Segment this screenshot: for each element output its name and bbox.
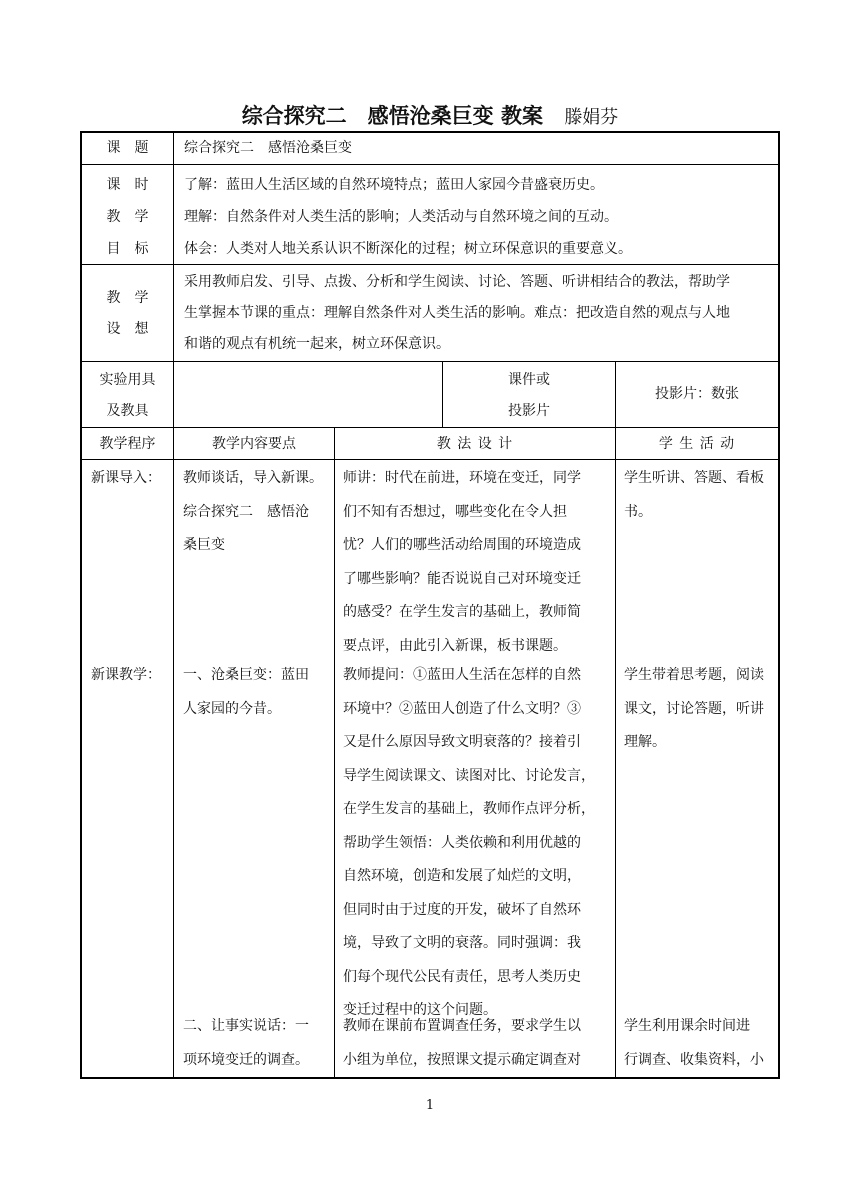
section-activity: 学生利用课余时间进 行调查、收集资料，小 [624,1018,764,1068]
section-method: 师讲：时代在前进，环境在变迁，同学 们不知有否想过，哪些变化在令人担 忧？人们的哪些活动给周围的环境造成 了哪些影响？能否说说自己对环境变迁 的感受？在学生发言的基础上，教师简 要点评，由此引入新课，板书课题。 [343,470,581,654]
design-label-line: 设 想 [106,321,149,337]
section-method: 教师在课前布置调查任务，要求学生以 小组为单位，按照课文提示确定调查对 [343,1018,581,1068]
section-content: 二、让事实说话：一 项环境变迁的调查。 [183,1018,309,1068]
media-value: 投影片：数张 [655,386,739,402]
row-divider [82,361,778,362]
column-divider [615,427,616,1079]
design-line: 生掌握本节课的重点：理解自然条件对人类生活的影响。难点：把改造自然的观点与人地 [184,305,730,321]
section-content: 一、沧桑巨变：蓝田 人家园的今昔。 [183,667,309,717]
media-label-line: 课件或 [508,372,550,388]
author-name: 滕娟芬 [564,107,619,128]
lesson-plan-table [80,131,780,1079]
title-text: 综合探究二 感悟沧桑巨变 教案 [241,104,543,128]
document-title [0,100,860,130]
topic-label: 课 题 [106,140,149,156]
section-step: 新课教学： [91,667,161,683]
design-line: 和谐的观点有机统一起来，树立环保意识。 [184,336,450,352]
objectives-label-line: 目 标 [106,241,149,257]
column-divider [334,427,335,1079]
topic-value: 综合探究二 感悟沧桑巨变 [184,140,352,156]
section-content: 教师谈话，导入新课。 综合探究二 感悟沧 桑巨变 [183,470,323,553]
column-divider [173,133,174,1079]
procedure-header-step: 教学程序 [99,436,156,452]
section-activity: 学生带着思考题，阅读 课文，讨论答题，听讲 理解。 [624,667,764,750]
procedure-header-method: 教 法 设 计 [436,436,514,452]
equipment-label-line: 及教具 [106,403,149,419]
row-divider [82,164,778,165]
objective-line: 了解：蓝田人生活区域的自然环境特点；蓝田人家园今昔盛衰历史。 [184,177,604,193]
equipment-label-line: 实验用具 [99,372,156,388]
objectives-label-line: 课 时 [106,177,149,193]
objective-line: 理解：自然条件对人类生活的影响；人类活动与自然环境之间的互动。 [184,209,618,225]
section-step: 新课导入： [91,470,161,486]
page-number: 1 [425,1098,435,1113]
procedure-header-activity: 学 生 活 动 [658,436,736,452]
objectives-label-line: 教 学 [106,209,149,225]
procedure-header-content: 教学内容要点 [212,436,296,452]
section-activity: 学生听讲、答题、看板 书。 [624,470,764,520]
section-method: 教师提问：①蓝田人生活在怎样的自然 环境中？②蓝田人创造了什么文明？③ 又是什么原因导致文明衰落的？接着引 导学生阅读课文、读图对比、讨论发言， 在学生发言的基础上，教师作点评分析， 帮助学生领悟：人类依赖和利用优越的 自然环境，创造和发展了灿烂的文明， 但同时由于过度的开发，破坏了自然环 境，导致了文明的衰落。同时强调：我 们每个现代公民有责任，思考人类历史 变迁过程中的这个问题。 [343,667,595,1018]
media-label-line: 投影片 [508,403,550,419]
design-line: 采用教师启发、引导、点拨、分析和学生阅读、讨论、答题、听讲相结合的教法，帮助学 [184,274,730,290]
objective-line: 体会：人类对人地关系认识不断深化的过程；树立环保意识的重要意义。 [184,241,632,257]
design-label-line: 教 学 [106,290,149,306]
